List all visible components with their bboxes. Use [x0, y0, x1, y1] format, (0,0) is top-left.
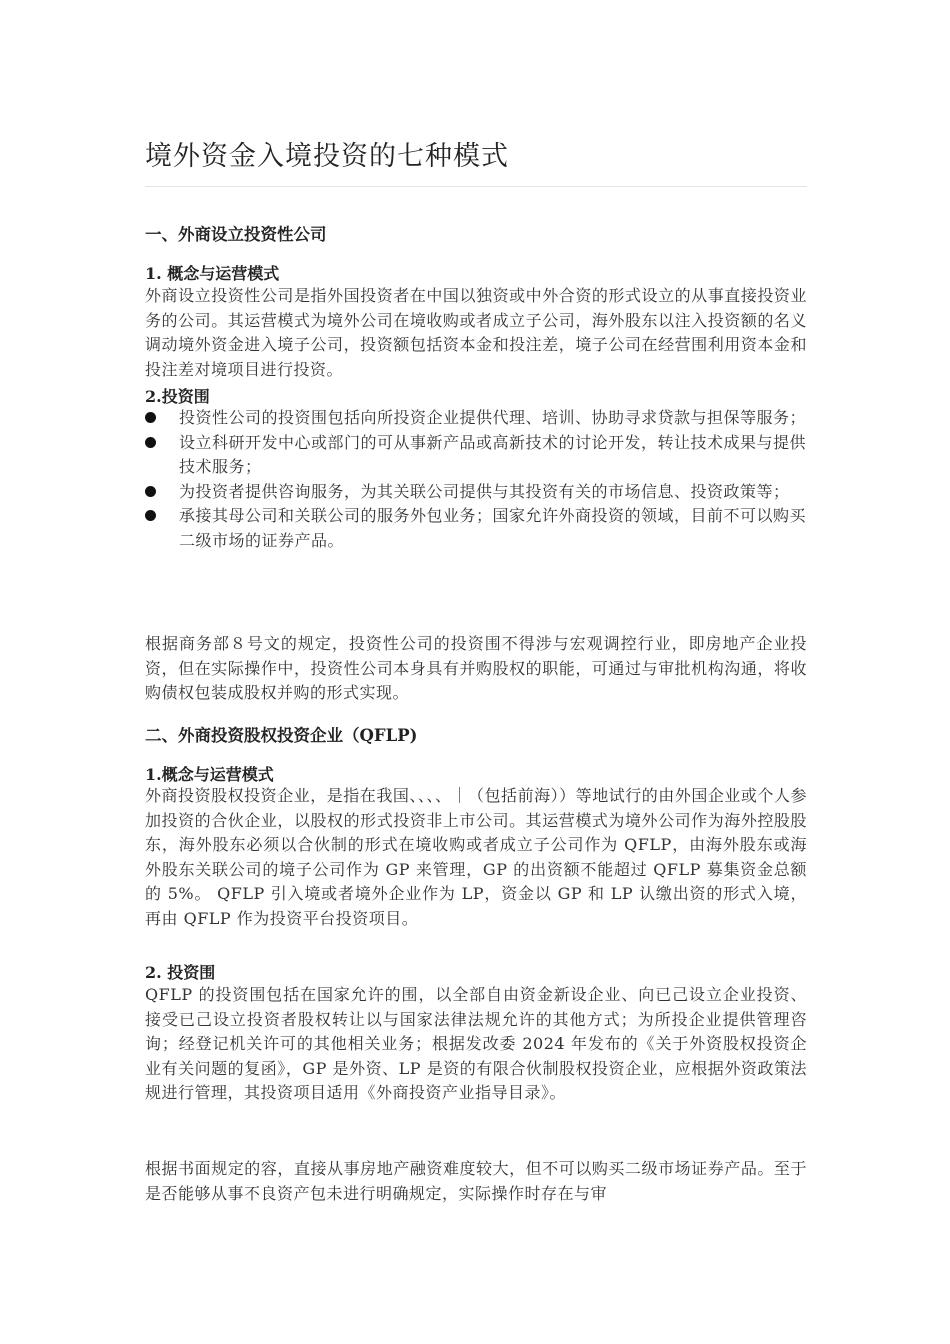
- list-item-text: 设立科研开发中心或部门的可从事新产品或高新技术的讨论开发，转让技术成果与提供技术服务；: [179, 432, 807, 476]
- list-item: [145, 431, 807, 480]
- section-2-subheading-concept: 1.概念与运营模式: [145, 765, 274, 784]
- section-2-regulation-paragraph: 根据书面规定的容，直接从事房地产融资难度较大，但不可以购买二级市场证券产品。至于是否能够从事不良资产包未进行明确规定，实际操作时存在与审: [145, 1159, 807, 1203]
- section-1-concept-paragraph: 外商设立投资性公司是指外国投资者在中国以独资或中外合资的形式设立的从事直接投资业务的公司。其运营模式为境外公司在境收购或者成立子公司，海外股东以注入投资额的名义调动境外资金进入境子公司，投资额包括资本金和投注差，境子公司在经营围利用资本金和投注差对境项目进行投资。: [145, 286, 807, 379]
- list-item-text: 为投资者提供咨询服务，为其关联公司提供与其投资有关的市场信息、投资政策等；: [179, 481, 790, 501]
- list-item: [145, 406, 807, 431]
- list-item: [145, 480, 807, 505]
- section-2-concept-paragraph: 外商投资股权投资企业，是指在我国、、、、｜（包括前海））等地试行的由外国企业或个人参加投资的合伙企业，以股权的形式投资非上市公司。其运营模式为境外公司作为海外控股股东，海外股东必须以合伙制的形式在境收购或者成立子公司作为 QFLP，由海外股东或海外股东关联公司的境子公司作为 GP 来管理，GP 的出资额不能超过 QFLP 募集资金总额的 5%。 QFLP 引入境或者境外企业作为 LP，资金以 GP 和 LP 认缴出资的形式入境，再由 QFLP 作为投资平台投资项目。: [145, 786, 807, 928]
- section-1-regulation-paragraph: 根据商务部８号文的规定，投资性公司的投资围不得涉与宏观调控行业，即房地产企业投资，但在实际操作中，投资性公司本身具有并购股权的职能，可通过与审批机构沟通，将收购债权包装成股权并购的形式实现。: [145, 634, 807, 702]
- section-2-heading: 二、外商投资股权投资企业（QFLP): [145, 726, 418, 745]
- bullet-icon: [145, 412, 156, 423]
- document-title: 境外资金入境投资的七种模式: [145, 141, 509, 172]
- title-divider: [145, 186, 807, 187]
- section-1-heading: 一、外商设立投资性公司: [145, 225, 327, 244]
- section-1-scope-list: [145, 406, 807, 553]
- bullet-icon: [145, 486, 156, 497]
- bullet-icon: [145, 437, 156, 448]
- section-2-scope-paragraph: QFLP 的投资围包括在国家允许的围，以全部自由资金新设企业、向已己设立企业投资、接受已己设立投资者股权转让以与国家法律法规允许的其他方式；为所投企业提供管理咨询；经登记机关许可的其他相关业务；根据发改委 2024 年发布的《关于外资股权投资企业有关问题的复函》，GP 是外资、LP 是资的有限合伙制股权投资企业，应根据外资政策法规进行管理，其投资项目适用《外商投资产业指导目录》。: [145, 985, 807, 1102]
- list-item-text: 承接其母公司和关联公司的服务外包业务；国家允许外商投资的领域，目前不可以购买二级市场的证券产品。: [179, 506, 807, 550]
- bullet-icon: [145, 510, 156, 521]
- list-item-text: 投资性公司的投资围包括向所投资企业提供代理、培训、协助寻求贷款与担保等服务；: [179, 408, 807, 427]
- section-1-subheading-scope: 2.投资围: [145, 387, 210, 406]
- section-1-subheading-concept: 1. 概念与运营模式: [145, 264, 280, 283]
- list-item: [145, 504, 807, 553]
- section-2-subheading-scope: 2. 投资围: [145, 963, 216, 982]
